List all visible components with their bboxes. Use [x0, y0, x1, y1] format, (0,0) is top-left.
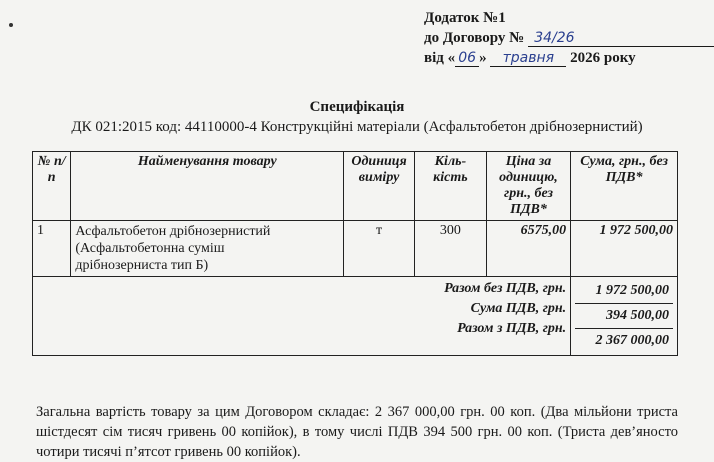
appendix-header: [424, 8, 714, 68]
row-num: 1: [33, 221, 71, 277]
date-mid: »: [479, 50, 487, 66]
header-qty: Кіль-кість: [414, 152, 486, 221]
vat-label: Сума ПДВ, грн.: [470, 301, 567, 316]
row-sum: 1 972 500,00: [571, 221, 678, 277]
total-with-vat-label: Разом з ПДВ, грн.: [457, 321, 567, 336]
header-name: Найменування товару: [71, 152, 344, 221]
contract-prefix: до Договору №: [424, 30, 525, 46]
row-price: 6575,00: [486, 221, 570, 277]
row-name: [71, 221, 344, 277]
date-prefix: від «: [424, 50, 456, 66]
row-name-line3: дрібнозерниста тип Б): [75, 258, 209, 273]
vat-value: 394 500,00: [575, 304, 673, 329]
spec-subtitle: ДК 021:2015 код: 44110000-4 Конструкційні матеріали (Асфальтобетон дрібнозернистий): [71, 119, 643, 135]
header-sum: Сума, грн., без ПДВ*: [571, 152, 678, 221]
appendix-title: Додаток №1: [424, 10, 506, 26]
table-row: [33, 221, 678, 277]
row-name-line2: (Асфальтобетонна суміш: [75, 241, 225, 256]
date-month-handwritten: травня: [490, 51, 566, 67]
row-name-line1: Асфальтобетон дрібнозернистий: [75, 224, 271, 239]
date-suffix: 2026 року: [570, 50, 636, 66]
header-unit: Одиниця виміру: [344, 152, 415, 221]
total-without-vat-label: Разом без ПДВ, грн.: [444, 281, 567, 296]
totals-row: [33, 277, 678, 356]
total-cost-paragraph: Загальна вартість товару за цим Договором складає: 2 367 000,00 грн. 00 коп. (Два мільйони триста шістдесят сім тисяч гривень 00 копійок), в тому числі ПДВ 394 500 грн. 00 коп. (Триста дев’яносто чотири тисячі п’ятсот гривень 00 копійок).: [36, 404, 678, 460]
date-day-handwritten: 06: [455, 51, 479, 67]
specification-table: [32, 151, 678, 356]
total-with-vat-value: 2 367 000,00: [595, 333, 669, 348]
contract-line: [424, 28, 714, 48]
contract-number-handwritten: 34/26: [528, 31, 714, 47]
totals-values: [571, 277, 678, 356]
row-unit: т: [344, 221, 415, 277]
header-num: № п/п: [33, 152, 71, 221]
table-header-row: [33, 152, 678, 221]
header-price: Ціна за одиницю, грн., без ПДВ*: [486, 152, 570, 221]
total-without-vat-value: 1 972 500,00: [575, 279, 673, 304]
date-line: [424, 48, 714, 68]
row-qty: 300: [414, 221, 486, 277]
spec-title: Специфікація: [309, 99, 405, 115]
ink-dot: [9, 23, 13, 27]
totals-labels: [33, 277, 571, 356]
